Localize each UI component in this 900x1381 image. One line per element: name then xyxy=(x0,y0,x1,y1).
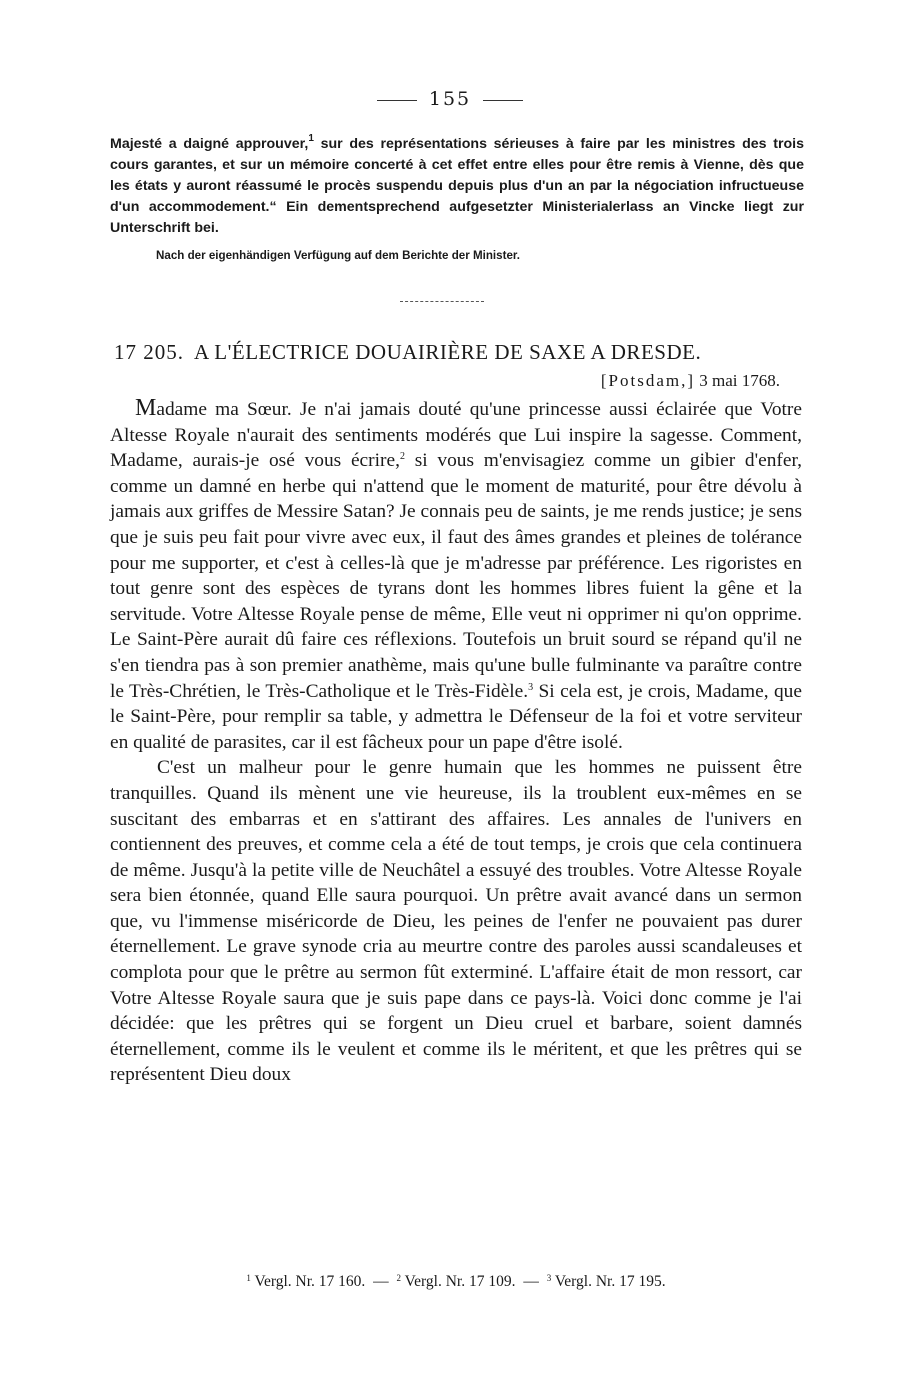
footnote-ref-3: 3 xyxy=(528,681,534,693)
letter-place: [Potsdam,] xyxy=(600,371,695,390)
salutation-initial: M xyxy=(135,395,157,421)
header-dash-right xyxy=(483,100,523,101)
footnote-3 xyxy=(547,1273,666,1290)
letter-number: 17 205. xyxy=(114,340,184,364)
paragraph-1 xyxy=(110,396,802,755)
footnote-ref-2: 2 xyxy=(399,451,405,463)
letter-dateline xyxy=(400,370,780,392)
previous-text-part2: sur des représentations sérieuses à faire par les ministres des trois cours garantes, et sur un mémoire concerté à cet effet entre elles pour être remis à Vienne, dès que les états y auront réassumé le procès suspendu depuis plus d'un an par la négociation infructueuse d'un accommodement.“ Ein dementsprechend aufgesetzter Ministerialerlass an Vincke liegt zur Unterschrift bei. xyxy=(110,136,804,236)
footnote-3-text: Vergl. Nr. 17 195. xyxy=(554,1273,666,1290)
letter-title: A L'ÉLECTRICE DOUAIRIÈRE DE SAXE A DRESDE. xyxy=(194,340,702,364)
footnote-1-text: Vergl. Nr. 17 160. xyxy=(254,1273,366,1290)
section-separator xyxy=(400,301,484,302)
paragraph-1-part-c: Si cela est, je crois, Madame, que le Saint-Père, pour remplir sa table, y admettra le Défenseur de la foi et votre serviteur en qualité de parasites, car il est fâcheux pour un pape d'être isolé. xyxy=(110,680,802,753)
letter-body xyxy=(110,396,802,1088)
paragraph-1-part-b: si vous m'envisagiez comme un gibier d'enfer, comme un damné en herbe qui n'attend que le moment de maturité, pour être dévolu à jamais aux griffes de Messire Satan? Je connais peu de saints, je me rends justice; je sens que je suis peu fait pour vivre avec eux, il faut des âmes grandes et pleines de tolérance pour me supporter, et c'est à celles-là que je m'adresse par préférence. Les rigoristes en tout genre sont des espèces de tyrans dont les hommes libres fuient la gêne et la servitude. Votre Altesse Royale pense de même, Elle veut ni opprimer ni qu'on opprime. Le Saint-Père aurait dû faire ces réflexions. Toutefois un bruit sourd se répand qu'il ne s'en tiendra pas à son premier anathème, mais qu'une bulle fulminante va paraître contre le Très-Chrétien, le Très-Catholique et le Très-Fidèle. xyxy=(110,450,803,702)
footnotes xyxy=(110,1271,802,1293)
footnote-separator-1: — xyxy=(373,1273,389,1290)
footnote-2-text: Vergl. Nr. 17 109. xyxy=(404,1273,516,1290)
letter-heading xyxy=(114,338,804,366)
paragraph-1-part-a: adame ma Sœur. Je n'ai jamais douté qu'une princesse aussi éclairée que Votre Altesse Royale n'aurait des sentiments modérés que Lui inspire la sagesse. Comment, Madame, aurais-je osé vous écrire, xyxy=(110,399,802,472)
footnote-1-marker: 1 xyxy=(246,1273,251,1283)
previous-text-part1: Majesté a daigné approuver, xyxy=(110,136,309,152)
paragraph-2: C'est un malheur pour le genre humain que les hommes ne puissent être tranquilles. Quand ils mènent une vie heureuse, ils la troublent eux-mêmes en se suscitant des embarras et en s'attirant des affaires. Les annales de l'univers en contiennent des preuves, et comme cela a été de tout temps, je crois que cela continuera de même. Jusqu'à la petite ville de Neuchâtel a essuyé des troubles. Votre Altesse Royale sera bien étonnée, quand Elle saura pourquoi. Un prêtre avait avancé dans un sermon que, vu l'immense miséricorde de Dieu, les peines de l'enfer ne pouvaient pas durer éternellement. Le grave synode cria au meurtre contre des paroles aussi scandaleuses et complota pour que le prêtre au sermon fût exterminé. L'affaire était de mon ressort, car Votre Altesse Royale saura que je suis pape dans ce pays-là. Voici donc comme je l'ai décidée: que les prêtres qui se forgent un Dieu cruel et barbare, soient damnés éternellement, comme ils le veulent et comme ils le méritent, et que les prêtres qui se représentent Dieu doux xyxy=(110,757,802,1086)
footnote-separator-2: — xyxy=(523,1273,539,1290)
source-note: Nach der eigenhändigen Verfügung auf dem Berichte der Minister. xyxy=(156,249,520,262)
footnote-2 xyxy=(397,1273,516,1290)
footnote-2-marker: 2 xyxy=(396,1273,402,1283)
letter-date: 3 mai 1768. xyxy=(699,371,780,390)
footnote-1 xyxy=(246,1273,365,1290)
footnote-ref-1: 1 xyxy=(308,133,314,144)
previous-letter-text xyxy=(110,134,804,239)
footnote-3-marker: 3 xyxy=(546,1273,552,1283)
page-header xyxy=(0,88,900,110)
header-dash-left xyxy=(377,100,417,101)
page-number: 155 xyxy=(428,88,472,110)
